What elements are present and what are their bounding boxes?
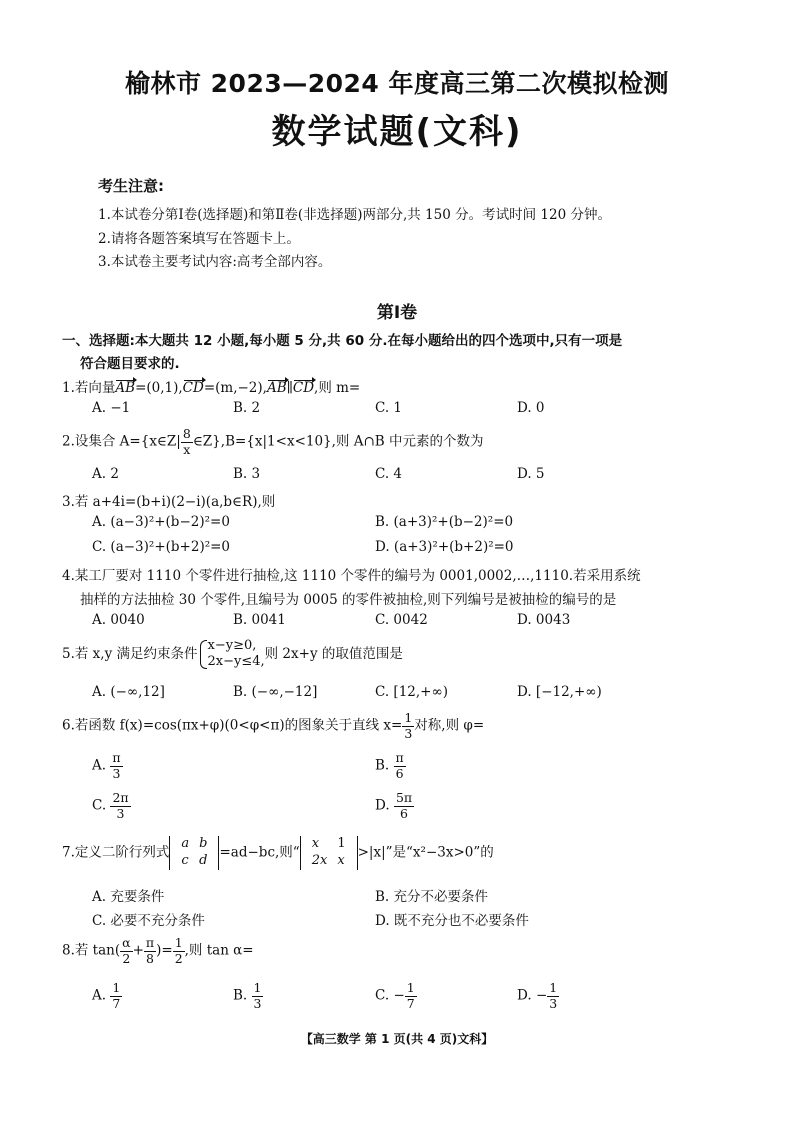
q8-prefix: 8.若 tan( [62, 942, 121, 959]
det-cell: b [199, 836, 208, 851]
q4-option-a: A. 0040 [92, 612, 145, 628]
option-label: B. [375, 757, 390, 774]
det-cell: a [181, 836, 190, 851]
det-cell: d [199, 852, 208, 868]
q7-option-a: A. 充要条件 [92, 889, 165, 905]
q1-option-c: C. 1 [375, 400, 403, 416]
vector-ab-2: AB [266, 380, 287, 396]
option-fraction [547, 982, 559, 1010]
option-fraction [110, 792, 130, 820]
option-label: C. [92, 797, 107, 814]
frac-den: 3 [549, 995, 558, 1011]
plus-sign: + [132, 942, 144, 959]
q2-fraction [181, 428, 193, 456]
q8-option-d [517, 982, 559, 1010]
q6-fraction [402, 712, 414, 740]
option-label: A. [92, 987, 107, 1004]
q5-tail: 则 2x+y 的取值范围是 [264, 645, 403, 662]
frac-num: 1 [253, 980, 262, 995]
determinant-1 [169, 836, 219, 870]
constraint-system [198, 638, 265, 671]
q1-option-d: D. 0 [517, 400, 545, 416]
frac-num: π [112, 750, 121, 765]
q2-frac-den: x [183, 441, 191, 457]
frac-den: 3 [253, 995, 262, 1011]
q5-prefix: 5.若 x,y 满足约束条件 [62, 645, 198, 662]
q5-option-d: D. [−12,+∞) [517, 684, 602, 700]
q2-option-c: C. 4 [375, 466, 403, 482]
frac-num: 1 [112, 980, 121, 995]
option-fraction [110, 982, 122, 1010]
q6-option-c [92, 792, 131, 820]
parallel-symbol: ∥ [286, 380, 293, 396]
frac-den: 7 [112, 995, 121, 1011]
option-label: B. [233, 987, 248, 1004]
volume-heading: 第Ⅰ卷 [376, 303, 418, 323]
exam-subtitle: 数学试题(文科) [271, 112, 523, 152]
q8-option-a [92, 982, 122, 1010]
q8-eq: )= [156, 942, 173, 959]
q2-option-b: B. 3 [233, 466, 261, 482]
q8-tail: ,则 tan α= [184, 942, 254, 959]
q2-frac-num: 8 [182, 426, 191, 441]
frac-den: 8 [146, 950, 154, 966]
q6-frac-num: 1 [404, 710, 413, 725]
vector-ab: AB [115, 380, 136, 396]
frac-den: 6 [395, 765, 404, 781]
question-7 [62, 836, 494, 870]
question-8 [62, 937, 254, 965]
det-cell: 2x [311, 852, 328, 868]
question-4: 4.某工厂要对 1110 个零件进行抽检,这 1110 个零件的编号为 0001,0002,…,1110.若采用系统 [62, 568, 641, 584]
question-4-cont: 抽样的方法抽检 30 个零件,且编号为 0005 的零件被抽检,则下列编号是被抽检的编号的是 [80, 592, 617, 608]
q7-mid: =ad−bc,则“ [219, 844, 300, 861]
q3-option-b: B. (a+3)²+(b−2)²=0 [375, 514, 514, 530]
q6-prefix: 6.若函数 f(x)=cos(πx+φ)(0<φ<π)的图象关于直线 x= [62, 717, 403, 734]
determinant-2 [300, 836, 358, 870]
q1-option-b: B. 2 [233, 400, 261, 416]
frac-num: 1 [549, 980, 558, 995]
notice-item-3: 3.本试卷主要考试内容:高考全部内容。 [98, 254, 332, 270]
question-1 [62, 376, 360, 396]
option-fraction [252, 982, 264, 1010]
question-3: 3.若 a+4i=(b+i)(2−i)(a,b∈R),则 [62, 494, 276, 510]
page-footer: 【高三数学 第 1 页(共 4 页)文科】 [300, 1032, 494, 1046]
frac-den: 6 [400, 805, 408, 821]
q7-prefix: 7.定义二阶行列式 [62, 844, 170, 861]
q3-option-a: A. (a−3)²+(b−2)²=0 [92, 514, 230, 530]
q1-option-a: A. −1 [92, 400, 131, 416]
q2-prefix: 2.设集合 A={x∈Z| [62, 433, 181, 450]
q4-option-c: C. 0042 [375, 612, 428, 628]
notice-item-2: 2.请将各题答案填写在答题卡上。 [98, 231, 300, 247]
section-heading: 一、选择题:本大题共 12 小题,每小题 5 分,共 60 分.在每小题给出的四个选项中,只有一项是 [62, 333, 623, 349]
q5-option-a: A. (−∞,12] [92, 684, 165, 700]
q4-option-b: B. 0041 [233, 612, 286, 628]
option-label: C. [375, 987, 390, 1004]
q6-option-b [375, 752, 406, 780]
frac-den: 3 [116, 805, 125, 821]
exam-title: 榆林市 2023—2024 年度高三第二次模拟检测 [124, 69, 670, 98]
det-cell: 1 [337, 836, 346, 851]
option-fraction [110, 752, 122, 780]
q5-option-b: B. (−∞,−12] [233, 684, 318, 700]
q7-option-b: B. 充分不必要条件 [375, 889, 489, 905]
notice-item-1: 1.本试卷分第Ⅰ卷(选择题)和第Ⅱ卷(非选择题)两部分,共 150 分。考试时间 120 分钟。 [98, 207, 611, 223]
constraint-2: 2x−y≤4, [207, 654, 265, 670]
det-cell: x [311, 836, 320, 851]
notice-heading: 考生注意: [98, 177, 164, 195]
q2-option-d: D. 5 [517, 466, 545, 482]
constraint-1: x−y≥0, [207, 638, 257, 653]
q1-eq2: =(m,−2), [203, 380, 267, 396]
det-cell: x [337, 852, 345, 868]
q2-option-a: A. 2 [92, 466, 119, 482]
frac-num: 1 [174, 935, 183, 950]
q6-option-a [92, 752, 123, 780]
q2-mid: ∈Z},B={x|1<x<10},则 A∩B 中元素的个数为 [192, 433, 484, 450]
option-fraction [405, 982, 417, 1010]
frac-num: 1 [406, 980, 415, 995]
vector-cd: CD [182, 380, 204, 396]
q7-option-d: D. 既不充分也不必要条件 [375, 913, 529, 929]
q4-option-d: D. 0043 [517, 612, 571, 628]
frac-num: π [395, 750, 404, 765]
q7-option-c: C. 必要不充分条件 [92, 913, 205, 929]
option-fraction [394, 752, 406, 780]
option-fraction [394, 792, 414, 820]
q8-option-c [375, 982, 417, 1010]
frac-num: 2π [112, 790, 129, 805]
frac-num: α [122, 935, 131, 950]
frac-den: 7 [406, 995, 415, 1011]
frac-den: 2 [174, 950, 183, 966]
q5-option-c: C. [12,+∞) [375, 684, 448, 700]
det-cell: c [181, 852, 189, 868]
option-sign: − [393, 987, 405, 1004]
q1-eq1: =(0,1), [135, 380, 183, 396]
q3-option-d: D. (a+3)²+(b+2)²=0 [375, 539, 514, 555]
option-sign: − [535, 987, 548, 1004]
option-label: D. [375, 797, 390, 814]
q1-tail: ,则 m= [314, 380, 361, 396]
q6-frac-den: 3 [404, 725, 413, 741]
question-6 [62, 712, 484, 740]
q8-frac-3 [173, 937, 185, 965]
q8-frac-1 [120, 937, 132, 965]
option-label: A. [92, 757, 107, 774]
frac-num: 5π [395, 790, 413, 805]
frac-den: 3 [112, 765, 121, 781]
q8-option-b [233, 982, 263, 1010]
frac-den: 2 [122, 950, 131, 966]
q8-frac-2 [144, 937, 156, 965]
question-2 [62, 428, 484, 456]
q7-tail: >|x|”是“x²−3x>0”的 [357, 844, 494, 861]
option-label: D. [517, 987, 532, 1004]
q6-tail: 对称,则 φ= [414, 717, 485, 734]
section-heading-cont: 符合题目要求的. [80, 356, 180, 372]
vector-cd-2: CD [292, 380, 315, 396]
q1-prefix: 1.若向量 [62, 380, 116, 396]
frac-num: π [145, 935, 155, 950]
q6-option-d [375, 792, 414, 820]
question-5 [62, 638, 403, 671]
q3-option-c: C. (a−3)²+(b+2)²=0 [92, 539, 231, 555]
